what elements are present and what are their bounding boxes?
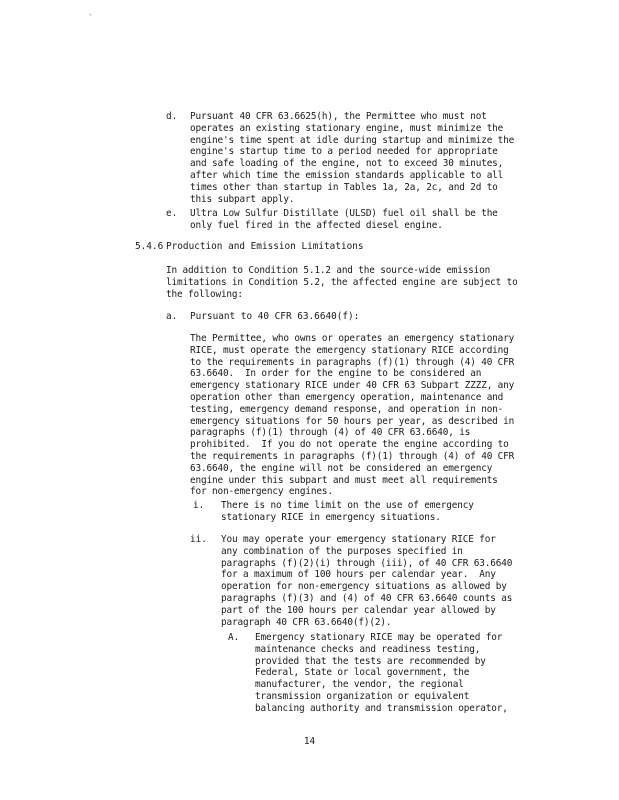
text-line: operates an existing stationary engine, must minimize the (190, 122, 504, 134)
text-line: and safe loading of the engine, not to exceed 30 minutes, (190, 158, 504, 170)
section-number: 5.4.6 (135, 241, 164, 252)
text-line: Emergency stationary RICE may be operated for (255, 632, 503, 643)
text-line: provided that the tests are recommended by (255, 655, 486, 667)
item-a-paragraph (190, 333, 514, 498)
text-line: 63.6640. In order for the engine to be considered an (190, 368, 482, 380)
text-line: paragraphs (f)(2)(i) through (iii), of 40 CFR 63.6640 (221, 557, 513, 569)
text-line: You may operate your emergency stationary RICE for (221, 534, 496, 545)
text-line: any combination of the purposes specified in (221, 545, 463, 557)
text-line: Pursuant 40 CFR 63.6625(h), the Permittee who must not (190, 111, 487, 122)
text-line: for a maximum of 100 hours per calendar year. Any (221, 569, 496, 581)
sub-ii-text (221, 534, 512, 628)
item-e-label: e. (166, 208, 178, 219)
text-line: prohibited. If you do not operate the engine according to (190, 439, 509, 451)
item-e-text (190, 208, 498, 232)
text-line: There is no time limit on the use of emergency (221, 500, 474, 511)
text-line: part of the 100 hours per calendar year allowed by (221, 604, 496, 616)
text-line: engine's startup time to a period needed for appropriate (190, 146, 498, 158)
item-d-label: d. (166, 111, 178, 122)
text-line: for non-emergency engines. (190, 486, 333, 498)
text-line: balancing authority and transmission operator, (255, 702, 508, 714)
text-line: to the requirements in paragraphs (f)(1) through (4) 40 CFR (190, 356, 515, 368)
text-line: times other than startup in Tables 1a, 2a, 2c, and 2d to (190, 181, 498, 193)
text-line: maintenance checks and readiness testing, (255, 643, 481, 655)
section-title: Production and Emission Limitations (166, 241, 364, 252)
text-line: Federal, State or local government, the (255, 667, 470, 679)
text-line: The Permittee, who owns or operates an emergency stationary (190, 333, 515, 344)
text-line: paragraph 40 CFR 63.6640(f)(2). (221, 616, 392, 628)
text-line: the following: (166, 288, 243, 300)
section-intro (166, 265, 518, 300)
item-a-label: a. (166, 311, 178, 322)
text-line: In addition to Condition 5.1.2 and the source-wide emission (166, 265, 491, 276)
text-line: engine's time spent at idle during startup and minimize the (190, 134, 515, 146)
page-number: 14 (303, 736, 316, 747)
sub-i-text (221, 500, 474, 524)
text-line: limitations in Condition 5.2, the affected engine are subject to (166, 276, 518, 288)
text-line: Ultra Low Sulfur Distillate (ULSD) fuel oil shall be the (190, 208, 498, 219)
text-line: the requirements in paragraphs (f)(1) through (4) of 40 CFR (190, 450, 515, 462)
text-line: after which time the emission standards applicable to all (190, 169, 504, 181)
sub-i-label: i. (193, 500, 205, 511)
text-line: operation for non-emergency situations as allowed by (221, 581, 507, 593)
item-d-text (190, 111, 514, 205)
text-line: stationary RICE in emergency situations. (221, 511, 441, 523)
sub-A-text (255, 632, 508, 715)
text-line: operation other than emergency operation, maintenance and (190, 391, 504, 403)
text-line: paragraphs (f)(1) through (4) of 40 CFR 63.6640, is (190, 427, 471, 439)
text-line: engine under this subpart and must meet all requirements (190, 474, 498, 486)
text-line: transmission organization or equivalent (255, 690, 470, 702)
text-line: emergency stationary RICE under 40 CFR 63 Subpart ZZZZ, any (190, 380, 515, 392)
text-line: only fuel fired in the affected diesel engine. (190, 219, 443, 231)
text-line: testing, emergency demand response, and operation in non- (190, 403, 504, 415)
sub-A-label: A. (228, 632, 240, 643)
text-line: emergency situations for 50 hours per year, as described in (190, 415, 515, 427)
text-line: paragraphs (f)(3) and (4) of 40 CFR 63.6640 counts as (221, 592, 513, 604)
text-line: this subpart apply. (190, 193, 295, 205)
stray-mark: ` (88, 14, 94, 24)
item-a-heading: Pursuant to 40 CFR 63.6640(f): (190, 311, 360, 322)
text-line: manufacturer, the vendor, the regional (255, 679, 464, 691)
sub-ii-label: ii. (190, 534, 207, 545)
text-line: RICE, must operate the emergency stationary RICE according (190, 344, 509, 356)
text-line: 63.6640, the engine will not be considered an emergency (190, 462, 493, 474)
